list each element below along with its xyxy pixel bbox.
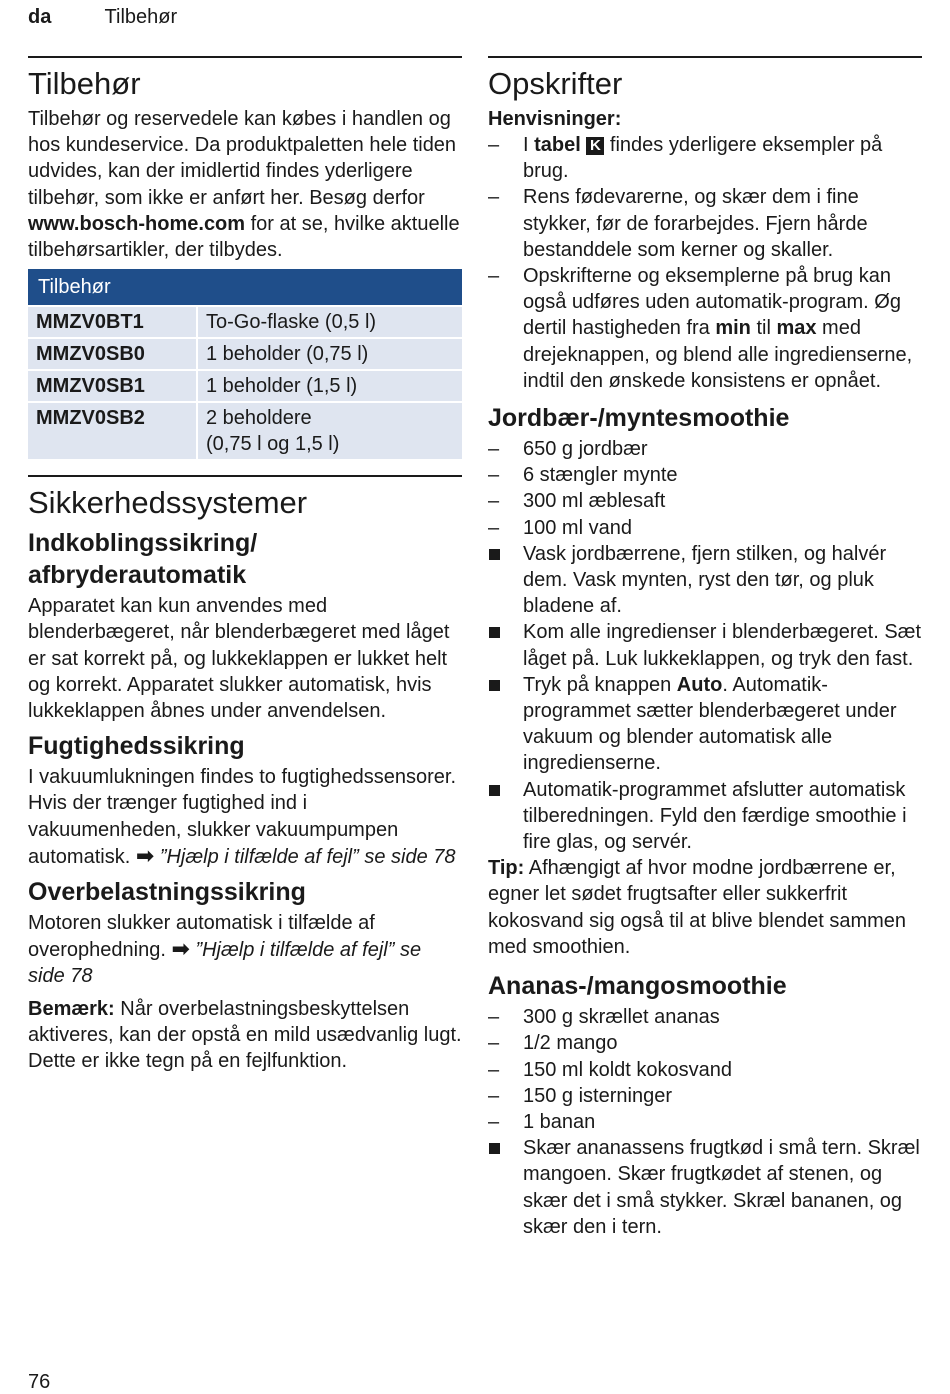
note-text: findes yderligere eksempler på brug. [523,134,883,183]
intro-text: Tilbehør og reservedele kan købes i handlen og hos kundeservice. Da produktpaletten hele tiden udvides, kan der imidlertid findes yderligere tilbehør, som ikke er anført her. Besøg derfor [28,108,457,209]
note-text: I [523,134,535,156]
ingredient-text: 300 ml æblesaft [523,490,666,513]
overload-title: Overbelastningssikring [28,878,306,907]
ingredient-item [488,1030,922,1056]
accessories-table [28,267,462,461]
product-desc [198,403,462,459]
tip-text: Afhængigt af hvor modne jordbærrene er, egner let sødet frugtsafter eller sukkerfrit kokosvand sig også til at blive blendet sammen med smoothien. [488,857,907,958]
recipes-title: Opskrifter [488,66,623,101]
tip [488,855,922,960]
product-code: MMZV0BT1 [28,307,196,337]
table-header: Tilbehør [28,269,462,305]
dash-marker: – [488,438,500,461]
table-k-icon: K [586,137,604,155]
section-rule [28,56,462,58]
ingredient-item [488,1109,922,1135]
ingredient-item [488,462,922,488]
ingredient-text: 650 g jordbær [523,438,648,461]
note-text: til [750,317,777,340]
page-header [28,6,177,29]
ingredient-item [488,1083,922,1109]
note-text: Når overbelastningsbeskyttelsen aktiveres, kan der opstå en mild usædvanlig lugt. Dette er ikke tegn på en fejlfunktion. [28,997,462,1073]
step-text: Tryk på knappen [523,673,677,696]
step-item [488,1135,922,1240]
step-text: Vask jordbærrene, fjern stilken, og halvér dem. Vask mynten, ryst den tør, og pluk bladene af. [523,542,887,618]
notes-label: Henvisninger: [488,108,622,130]
intro-text-end: for at se, hvilke aktuelle tilbehørsartikler, der tilbydes. [28,212,460,262]
ingredient-text: 100 ml vand [523,516,632,539]
dash-marker: – [488,1084,500,1107]
ingredient-text: 6 stængler mynte [523,464,678,487]
note-text: Opskrifterne og eksemplerne på brug kan også udføres uden automatik-program. Øg dertil hastigheden fra [523,265,901,340]
table-row [28,403,462,459]
dash-marker: – [488,490,500,513]
step-item [488,541,922,620]
ingredient-item [488,1057,922,1083]
step-text: Automatik-programmet afslutter automatisk tilberedningen. Fyld den færdige smoothie i fire glas, og servér. [523,778,907,854]
table-row [28,339,462,369]
arrow-right-icon: ➡ [171,936,190,962]
note-text: Rens fødevarerne, og skær dem i fine stykker, før de forarbejdes. Fjern hårde bestanddele som kerner og skaller. [523,186,868,261]
step-item [488,777,922,856]
smoothie2-list [488,1004,922,1240]
dash-marker: – [488,265,500,288]
list-item [488,184,922,263]
overload-text [28,910,462,990]
dash-marker: – [488,464,500,487]
dash-marker: – [488,1006,500,1029]
step-text: . Automatik-programmet sætter blenderbægeret under vakuum og blender automatisk alle ingredienserne. [523,673,897,775]
smoothie2-title: Ananas-/mangosmoothie [488,972,787,1001]
page-number: 76 [28,1371,51,1393]
interlock-title-1: Indkoblingssikring/ [28,529,258,558]
note-label: Bemærk: [28,997,115,1020]
interlock-title-2: afbryderautomatik [28,561,247,590]
ingredient-text: 1 banan [523,1110,596,1133]
accessories-intro [28,106,462,263]
product-code: MMZV0SB2 [28,403,196,459]
product-code: MMZV0SB0 [28,339,196,369]
smoothie1-list [488,436,922,855]
speed-max: max [776,317,817,340]
smoothie1-title: Jordbær-/myntesmoothie [488,404,790,433]
arrow-right-icon: ➡ [135,842,155,868]
square-bullet-icon [489,785,500,796]
moisture-title: Fugtighedssikring [28,732,245,761]
interlock-title [28,527,462,591]
overload-note [28,996,462,1075]
product-code: MMZV0SB1 [28,371,196,401]
product-desc-line1: 2 beholdere [206,407,312,430]
square-bullet-icon [489,1143,500,1154]
header-section: Tilbehør [104,6,178,28]
product-desc: To-Go-flaske (0,5 l) [198,307,462,337]
dash-marker: – [488,516,500,539]
left-column [28,56,462,1074]
notes-list [488,132,922,394]
list-item [488,263,922,394]
dash-marker: – [488,1032,500,1055]
ingredient-item [488,436,922,462]
step-text: Kom alle ingredienser i blenderbægeret. Sæt låget på. Luk lukkeklappen, og tryk den fast. [523,621,921,670]
ingredient-item [488,1004,922,1030]
product-desc: 1 beholder (0,75 l) [198,339,462,369]
dash-marker: – [488,134,500,156]
language-code: da [28,6,52,28]
section-rule [488,56,922,58]
tip-label: Tip: [488,857,525,880]
list-item [488,132,922,184]
product-desc-line2: (0,75 l og 1,5 l) [206,433,340,456]
interlock-text: Apparatet kan kun anvendes med blenderbægeret, når blenderbægeret med låget er sat korrekt på, og lukkeklappen er lukket helt og korrekt. Apparatet slukker automatisk, hvis lukkeklappen åbnes under anvendelsen. [28,595,450,723]
step-item [488,619,922,671]
ingredient-text: 150 g isterninger [523,1084,672,1107]
square-bullet-icon [489,680,500,691]
step-text: Skær ananassens frugtkød i små tern. Skræl mangoen. Skær frugtkødet af stenen, og skær det i små stykker. Skræl bananen, og skær den i tern. [523,1137,920,1238]
square-bullet-icon [489,549,500,560]
ingredient-item [488,515,922,541]
moisture-reference[interactable]: ”Hjælp i tilfælde af fejl” se side 78 [159,845,456,868]
safety-title: Sikkerhedssystemer [28,485,308,521]
overload-body: Motoren slukker automatisk i tilfælde af overophedning. [28,912,375,962]
moisture-body: I vakuumlukningen findes to fugtighedssensorer. Hvis der trænger fugtighed ind i vakuumenheden, slukker vakuumpumpen automatisk. [28,766,457,868]
ingredient-text: 150 ml koldt kokosvand [523,1058,733,1081]
accessories-title: Tilbehør [28,66,141,101]
table-row [28,307,462,337]
dash-marker: – [488,186,500,209]
moisture-text [28,764,462,870]
section-rule [28,475,462,477]
dash-marker: – [488,1058,500,1081]
overload-reference[interactable]: ”Hjælp i tilfælde af fejl” se side 78 [28,939,422,988]
product-desc: 1 beholder (1,5 l) [198,371,462,401]
right-column [488,56,922,1240]
step-item [488,672,922,777]
note-text: med drejeknappen, og blend alle ingredienserne, indtil den ønskede konsistens er opnået. [523,317,913,392]
square-bullet-icon [489,627,500,638]
ingredient-text: 1/2 mango [523,1032,618,1055]
ingredient-item [488,488,922,514]
table-row [28,371,462,401]
ingredient-text: 300 g skrællet ananas [523,1006,720,1029]
speed-min: min [715,317,751,340]
dash-marker: – [488,1110,500,1133]
website-link[interactable]: www.bosch-home.com [28,212,246,235]
auto-button-label: Auto [676,673,723,696]
table-ref: tabel [534,134,581,156]
